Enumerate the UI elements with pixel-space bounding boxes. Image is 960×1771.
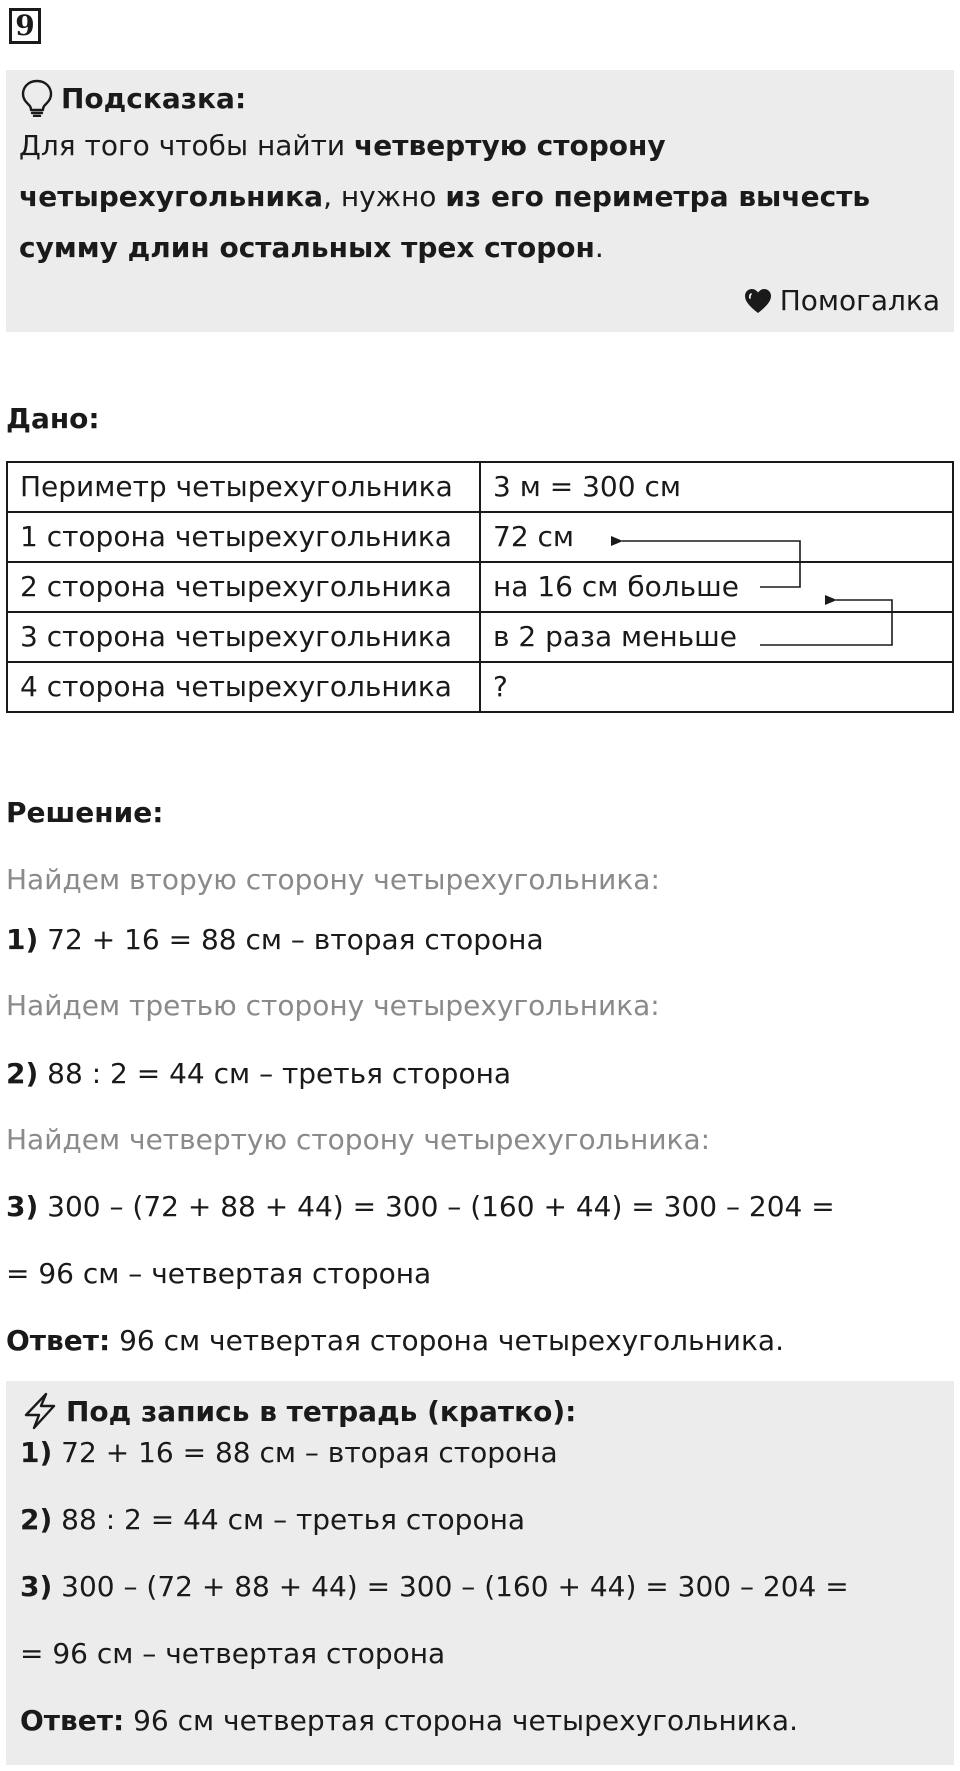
notes-header [20, 1391, 576, 1431]
step2-line [6, 1057, 511, 1090]
step-text: 300 – (72 + 88 + 44) = 300 – (160 + 44) = 300 – 204 = [38, 1190, 835, 1223]
brand-name: Помогалка [779, 284, 940, 317]
step-number: 3) [6, 1190, 39, 1223]
step-number: 3) [20, 1570, 53, 1603]
table-cell-value: в 2 раза меньше [480, 612, 953, 662]
table-cell-name: 2 сторона четырехугольника [7, 562, 480, 612]
step1-line [6, 923, 544, 956]
hint-title: Подсказка: [61, 81, 247, 115]
step-number: 1) [20, 1436, 53, 1469]
hint-text-part: , нужно [323, 180, 446, 213]
table-row [7, 662, 953, 712]
step2-note: Найдем третью сторону четырехугольника: [6, 989, 660, 1022]
step3-continuation: = 96 см – четвертая сторона [6, 1257, 432, 1290]
notes-step2-line [20, 1503, 525, 1536]
heart-icon [744, 288, 772, 314]
lightbulb-icon [19, 79, 55, 117]
answer-label: Ответ: [20, 1704, 125, 1737]
hint-header [19, 78, 942, 118]
table-cell-name: 3 сторона четырехугольника [7, 612, 480, 662]
table-row [7, 612, 953, 662]
given-table [6, 461, 954, 713]
table-row [7, 462, 953, 512]
step-text: 72 + 16 = 88 см – вторая сторона [52, 1436, 558, 1469]
step3-note: Найдем четвертую сторону четырехугольника: [6, 1123, 711, 1156]
answer-text: 96 см четвертая сторона четырехугольника. [124, 1704, 798, 1737]
notes-step3-line [20, 1570, 849, 1603]
hint-box [6, 70, 954, 332]
step-number: 2) [20, 1503, 53, 1536]
hint-text-part: . [594, 231, 604, 264]
table-row [7, 562, 953, 612]
step3-line [6, 1190, 835, 1223]
hint-text-bold: сумму длин остальных трех сторон [19, 231, 595, 264]
answer-text: 96 см четвертая сторона четырехугольника. [110, 1324, 784, 1357]
table-row [7, 512, 953, 562]
step-text: 300 – (72 + 88 + 44) = 300 – (160 + 44) = 300 – 204 = [52, 1570, 849, 1603]
step-number: 1) [6, 923, 39, 956]
notes-step1-line [20, 1436, 558, 1469]
lightning-icon [20, 1391, 60, 1431]
step-text: 72 + 16 = 88 см – вторая сторона [38, 923, 544, 956]
hint-text-bold: четырехугольника [19, 180, 324, 213]
hint-text-bold: из его периметра вычесть [445, 180, 871, 213]
table-cell-value: 72 см [480, 512, 953, 562]
table-cell-name: Периметр четырехугольника [7, 462, 480, 512]
given-label: Дано: [6, 402, 100, 435]
notes-title: Под запись в тетрадь (кратко): [66, 1394, 577, 1428]
hint-text-part: Для того чтобы найти [19, 129, 355, 162]
table-cell-value: 3 м = 300 см [480, 462, 953, 512]
hint-text [19, 120, 942, 273]
notes-step3-continuation: = 96 см – четвертая сторона [20, 1637, 446, 1670]
step-text: 88 : 2 = 44 см – третья сторона [52, 1503, 526, 1536]
answer-line [6, 1324, 784, 1357]
table-cell-name: 1 сторона четырехугольника [7, 512, 480, 562]
table-cell-value: ? [480, 662, 953, 712]
solution-label: Решение: [6, 796, 164, 829]
answer-label: Ответ: [6, 1324, 111, 1357]
brand [744, 284, 940, 317]
task-number: 9 [9, 8, 41, 44]
notes-answer-line [20, 1704, 798, 1737]
table-cell-value: на 16 см больше [480, 562, 953, 612]
hint-text-bold: четвертую сторону [354, 129, 666, 162]
step-number: 2) [6, 1057, 39, 1090]
table-cell-name: 4 сторона четырехугольника [7, 662, 480, 712]
notes-box [6, 1381, 954, 1765]
step-text: 88 : 2 = 44 см – третья сторона [38, 1057, 512, 1090]
step1-note: Найдем вторую сторону четырехугольника: [6, 863, 660, 896]
